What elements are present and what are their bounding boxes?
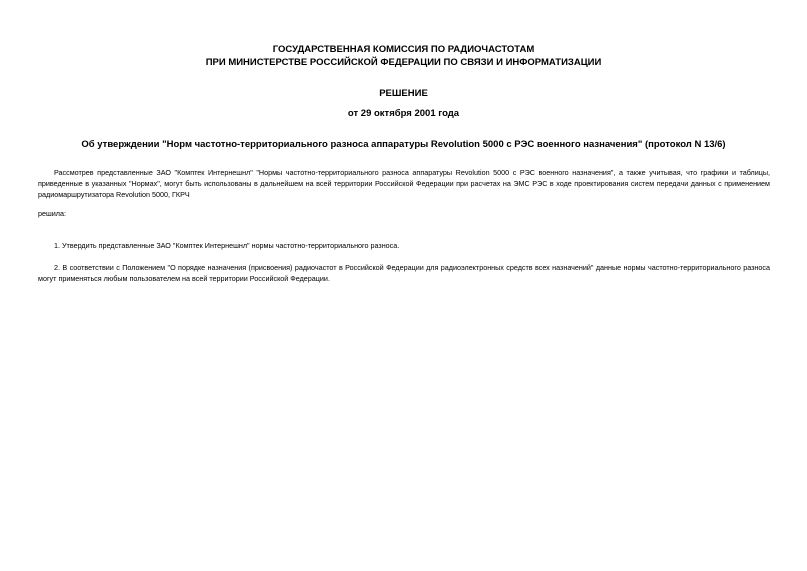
organization-name-line1: ГОСУДАРСТВЕННАЯ КОМИССИЯ ПО РАДИОЧАСТОТАМ [272, 44, 535, 55]
decision-item-2: 2. В соответствии с Положением "О порядке назначения (присвоения) радиочастот в Российской Федерации для радиоэлектронных средств всех назначений" данные нормы частотно-территориального разноса могут применяться любым пользователем на всей территории Российской Федерации. [38, 263, 770, 283]
document-type: РЕШЕНИЕ [379, 88, 428, 99]
organization-name-line2: ПРИ МИНИСТЕРСТВЕ РОССИЙСКОЙ ФЕДЕРАЦИИ ПО СВЯЗИ И ИНФОРМАТИЗАЦИИ [205, 57, 602, 68]
document-subject: Об утверждении "Норм частотно-территориального разноса аппаратуры Revolution 5000 с РЭС военного назначения" (протокол N 13/6) [81, 139, 726, 150]
decision-item-1: 1. Утвердить представленные ЗАО "Комптек Интернешнл" нормы частотно-территориального разноса. [54, 241, 400, 250]
document-date: от 29 октября 2001 года [347, 108, 460, 119]
decided-label: решила: [38, 209, 66, 218]
intro-paragraph: Рассмотрев представленные ЗАО "Комптек Интернешнл" "Нормы частотно-территориального разноса аппаратуры Revolution 5000 с РЭС военного назначения", а также учитывая, что графики и таблицы, приведенные в указанных "Нормах", могут быть использованы в дальнейшем на всей территории Российской Федерации при расчетах на ЭМС РЭС в ходе проектирования систем передачи данных с применением радиомаршрутизатора Revolution 5000, ГКРЧ [38, 168, 770, 199]
